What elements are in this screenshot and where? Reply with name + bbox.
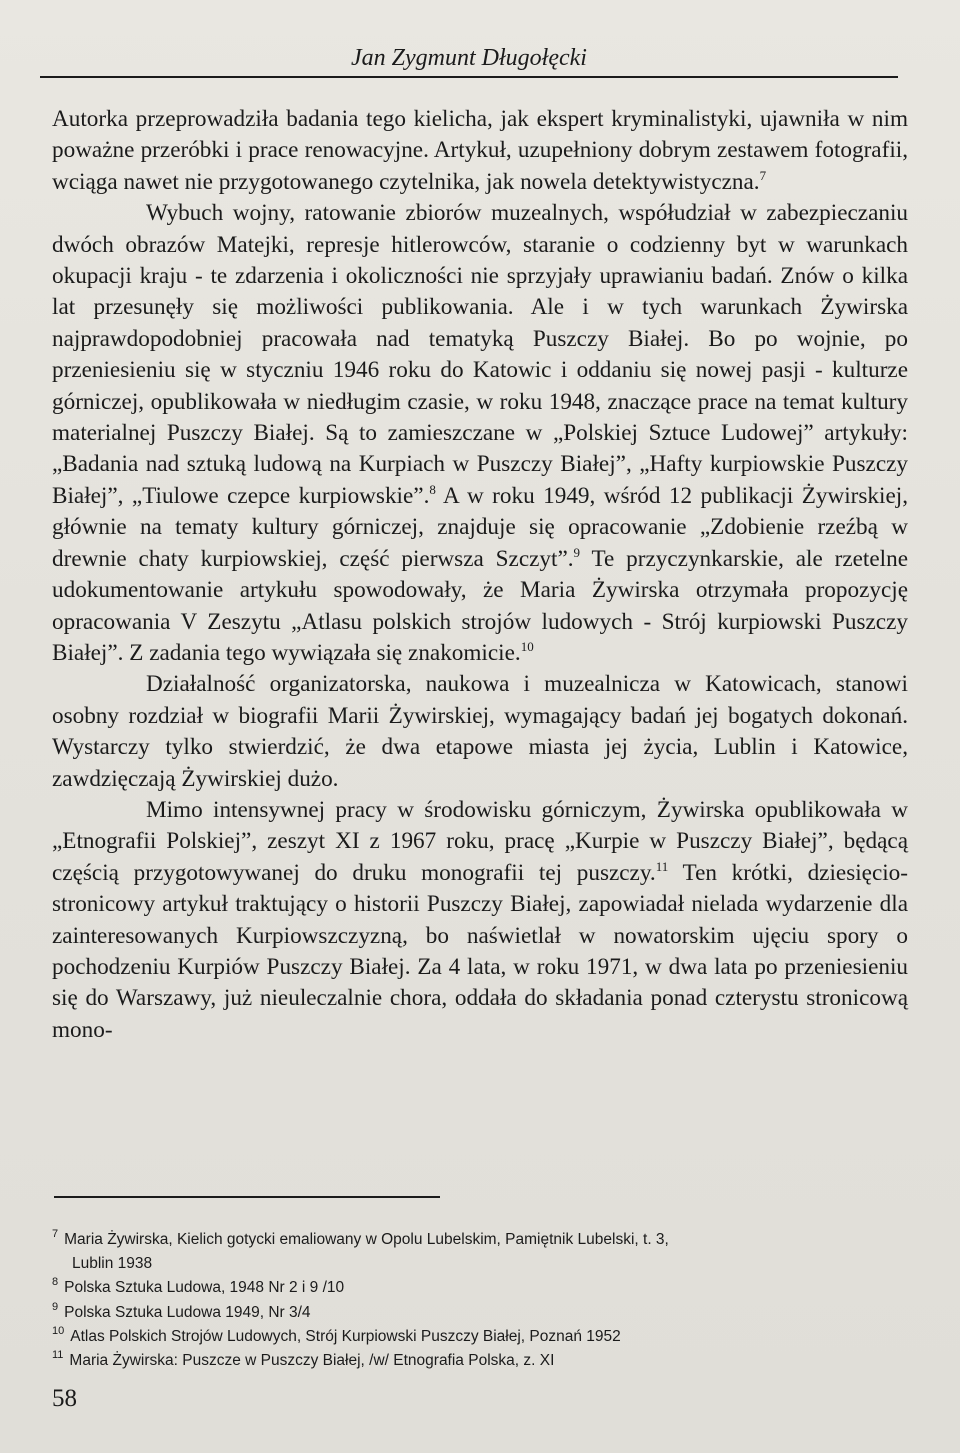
footnote-ref: 10 (520, 638, 534, 654)
text-run: Wybuch wojny, ratowanie zbiorów muzealnych, współudział w zabezpieczaniu dwóch obrazów Matejki, represje hitlerowców, staranie o codzienny byt w warunkach okupacji kraju - te zdarzenia i okoliczności nie sprzyjały uprawianiu badań. Znów o kilka lat przesunęły się możliwości publikowania. Ale i w tych warunkach Żywirska najprawdopodobniej pracowała nad tematyką Puszczy Białej. Bo po wojnie, po przeniesieniu się w styczniu 1946 roku do Katowic i oddaniu się nowej pasji - kulturze górniczej, opublikowała w niedługim czasie, w roku 1948, znaczące prace na temat kultury materialnej Puszczy Białej. Są to zamieszczane w „Polskiej Sztuce Ludowej” artykuły: „Badania nad sztuką ludową na Kurpiach w Puszczy Białej”, „Hafty kurpiowskie Puszczy Białej”, „Tiulowe czepce kurpiowskie”. (52, 200, 908, 509)
footnote-separator (54, 1196, 440, 1198)
footnote-number: 8 (52, 1276, 59, 1289)
footnote-ref: 8 (429, 481, 436, 497)
footnote (52, 1228, 910, 1276)
footnote (52, 1325, 910, 1349)
footnote (52, 1276, 910, 1300)
footnote-text: Maria Żywirska: Puszcze w Puszczy Białej, /w/ Etnografia Polska, z. XI (69, 1352, 555, 1370)
footnote (52, 1349, 910, 1373)
footnotes (52, 1228, 910, 1373)
text-run: Te przyczynkarskie, ale rzetelne udokumentowanie artykułu spowodowały, że Maria Żywirska otrzymała propozycję opracowania V Zeszytu „Atlasu polskich strojów ludowych - Strój kurpiowski Puszczy Białej”. Z zadania tego wywiązała się znakomicie. (52, 545, 908, 666)
paragraph (52, 104, 908, 198)
footnote-text: Atlas Polskich Strojów Ludowych, Strój Kurpiowski Puszczy Białej, Poznań 1952 (70, 1327, 621, 1345)
footnote-text: Maria Żywirska, Kielich gotycki emaliowany w Opolu Lubelskim, Pamiętnik Lubelski, t. 3, (64, 1231, 669, 1248)
paragraph (52, 795, 908, 1046)
footnote-text: Polska Sztuka Ludowa 1949, Nr 3/4 (64, 1303, 311, 1321)
body-text (52, 104, 908, 1046)
text-run: Autorka przeprowadziła badania tego kielicha, jak ekspert kryminalistyki, ujawniła w nim poważne przeróbki i prace renowacyjne. Artykuł, uzupełniony dobrym zestawem fotografii, wciąga nawet nie przygotowanego czytelnika, jak nowela detektywistyczna. (52, 106, 908, 195)
footnote (52, 1301, 910, 1325)
footnote-ref: 7 (759, 167, 767, 183)
paragraph (52, 669, 908, 795)
running-header: Jan Zygmunt Długołęcki (351, 45, 587, 71)
footnote-number: 9 (52, 1300, 59, 1313)
paragraph (52, 198, 908, 669)
page-number: 58 (52, 1385, 77, 1412)
footnote-ref: 9 (573, 544, 581, 560)
footnote-text: Lublin 1938 (72, 1255, 153, 1273)
text-run: A w roku 1949, wśród 12 publikacji Żywirskiej, głównie na tematy kultury górniczej, znajduje się opracowanie „Zdobienie rzeźbą w drewnie chaty kurpiowskiej, część pierwsza Szczyt”. (52, 482, 908, 572)
text-run: Działalność organizatorska, naukowa i muzealnicza w Katowicach, stanowi osobny rozdział w biografii Marii Żywirskiej, wymagający badań jej bogatych dokonań. Wystarczy tylko stwierdzić, że dwa etapowe miasta jej życia, Lublin i Katowice, zawdzięczają Żywirskiej dużo. (52, 671, 908, 792)
footnote-ref: 11 (655, 858, 669, 874)
footnote-number: 10 (52, 1324, 65, 1337)
footnote-text: Polska Sztuka Ludowa, 1948 Nr 2 i 9 /10 (64, 1279, 345, 1297)
text-run: Ten krótki, dziesięcio-stronicowy artykuł traktujący o historii Puszczy Białej, zapowiadał nielada wydarzenie dla zainteresowanych Kurpiowszczyzną, bo naświetlał w nowatorskim ujęciu spory o pochodzeniu Kurpiów Puszczy Białej. Za 4 lata, w roku 1971, w dwa lata po przeniesieniu się do Warszawy, już nieuleczalnie chora, oddała do składania ponad czterystu stronicową mono- (52, 859, 908, 1043)
footnote-number: 7 (52, 1228, 59, 1240)
footnote-number: 11 (52, 1349, 64, 1362)
header-rule (40, 76, 898, 78)
text-run: Mimo intensywnej pracy w środowisku górniczym, Żywirska opublikowała w „Etnografii Polskiej”, zeszyt XI z 1967 roku, pracę „Kurpie w Puszczy Białej”, będącą częścią przygotowywanej do druku monografii tej puszczy. (52, 796, 908, 886)
